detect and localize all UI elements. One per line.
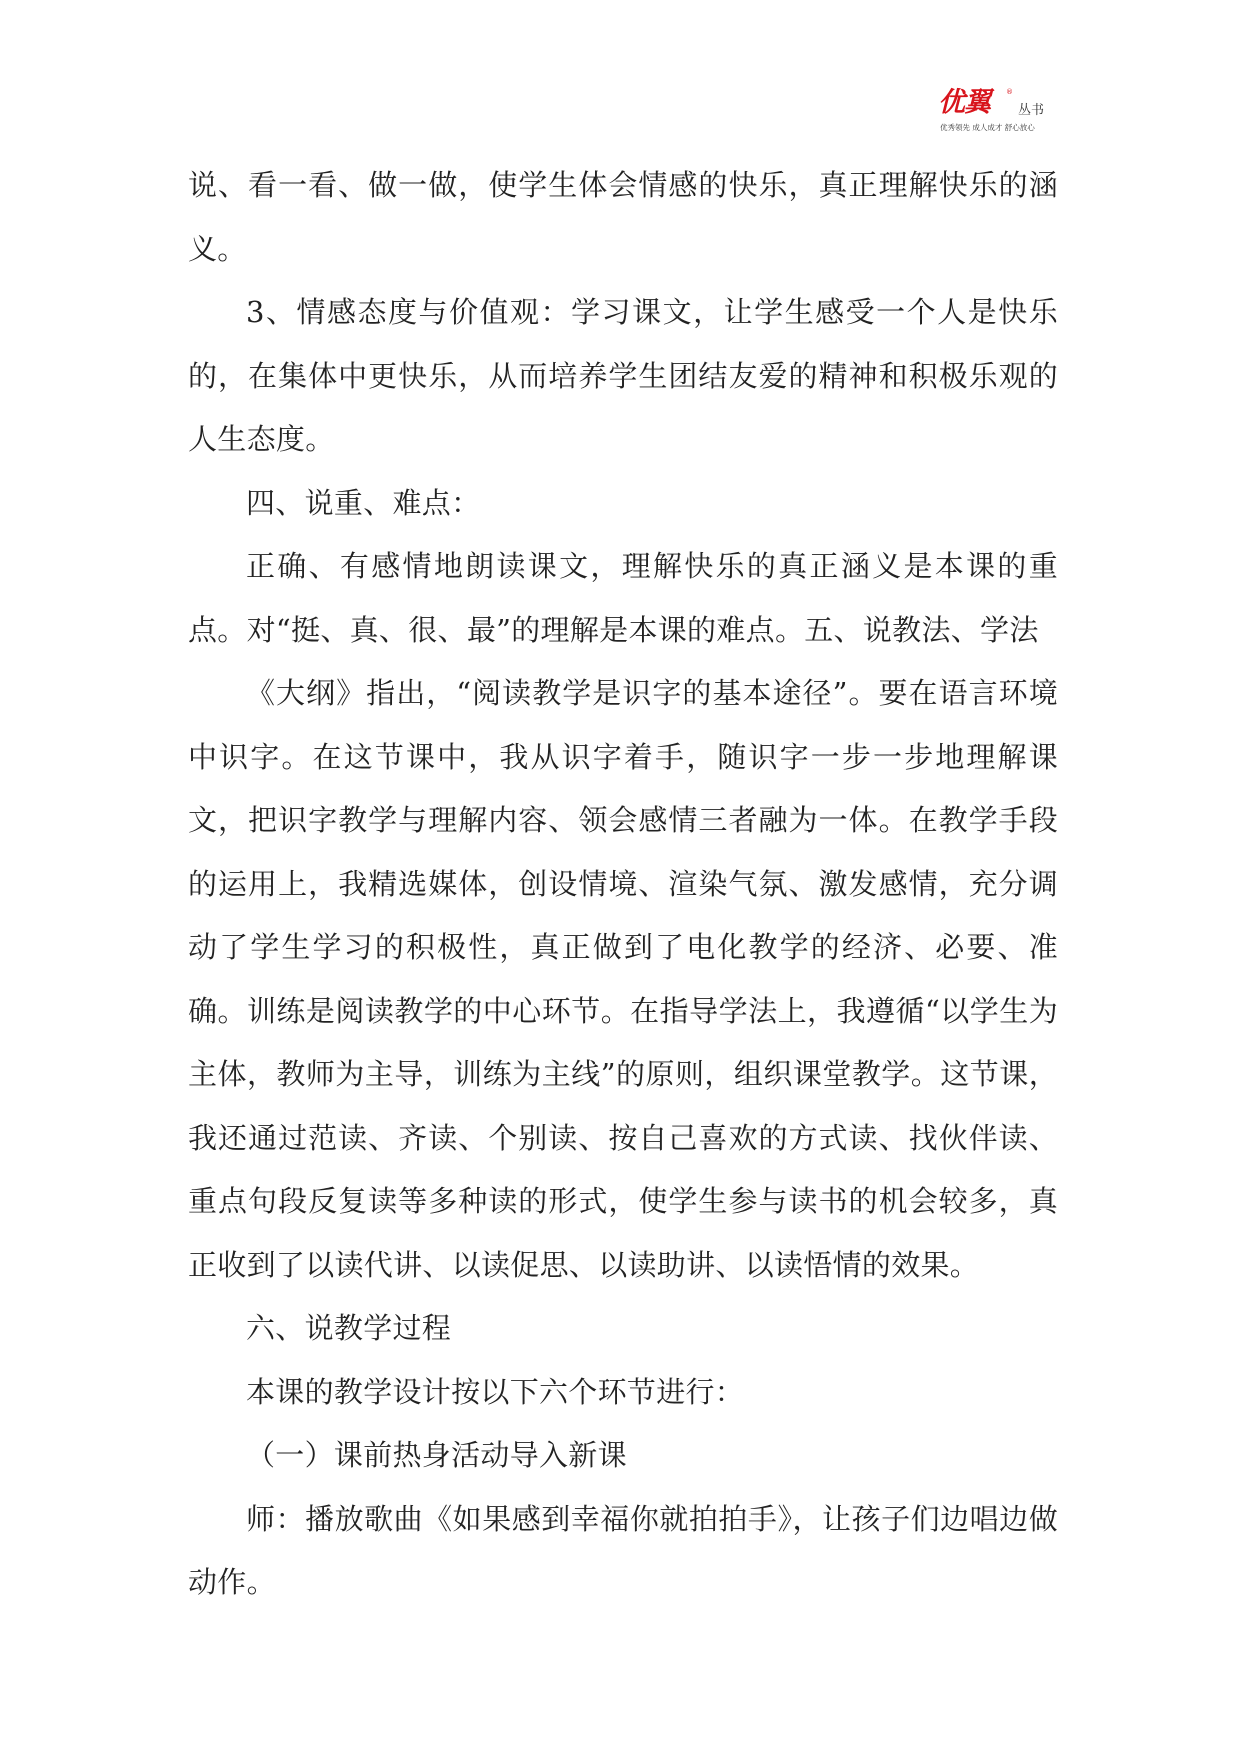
publisher-logo — [938, 88, 1064, 136]
paragraph-teacher-song: 师：播放歌曲《如果感到幸福你就拍拍手》，让孩子们边唱边做动作。 — [188, 1501, 1058, 1599]
logo-series-text: 丛书 — [1018, 103, 1045, 118]
paragraph-key-points: 正确、有感情地朗读课文，理解快乐的真正涵义是本课的重点。对“挺、真、很、最”的理解是本课的难点。五、说教法、学法 — [188, 549, 1058, 647]
logo-brand-text: 优翼 — [938, 87, 990, 118]
logo-registered-mark: ® — [1006, 88, 1013, 96]
paragraph-process-intro: 本课的教学设计按以下六个环节进行： — [246, 1374, 745, 1409]
section-heading-key-points: 四、说重、难点： — [246, 485, 481, 520]
paragraph-teaching-methods: 《大纲》指出，“阅读教学是识字的基本途径”。要在语言环境中识字。在这节课中，我从识字着手，随识字一步一步地理解课文，把识字教学与理解内容、领会感情三者融为一体。在教学手段的运用上，我精选媒体，创设情境、渲染气氛、激发感情，充分调动了学生学习的积极性，真正做到了电化教学的经济、必要、准确。训练是阅读教学的中心环节。在指导学法上，我遵循“以学生为主体，教师为主导，训练为主线”的原则，组织课堂教学。这节课，我还通过范读、齐读、个别读、按自己喜欢的方式读、找伙伴读、重点句段反复读等多种读的形式，使学生参与读书的机会较多，真正收到了以读代讲、以读促思、以读助讲、以读悟情的效果。 — [188, 676, 1058, 1282]
paragraph-emotion-attitude: 3、情感态度与价值观：学习课文，让学生感受一个人是快乐的，在集体中更快乐，从而培养学生团结友爱的精神和积极乐观的人生态度。 — [188, 295, 1058, 456]
document-body — [188, 154, 1058, 1615]
paragraph-continuation: 说、看一看、做一做，使学生体会情感的快乐，真正理解快乐的涵义。 — [188, 168, 1058, 266]
logo-slogan: 优秀领先 成人成才 舒心放心 — [940, 123, 1035, 132]
section-heading-teaching-process: 六、说教学过程 — [246, 1311, 452, 1345]
subsection-heading-warmup: （一）课前热身活动导入新课 — [246, 1438, 627, 1472]
